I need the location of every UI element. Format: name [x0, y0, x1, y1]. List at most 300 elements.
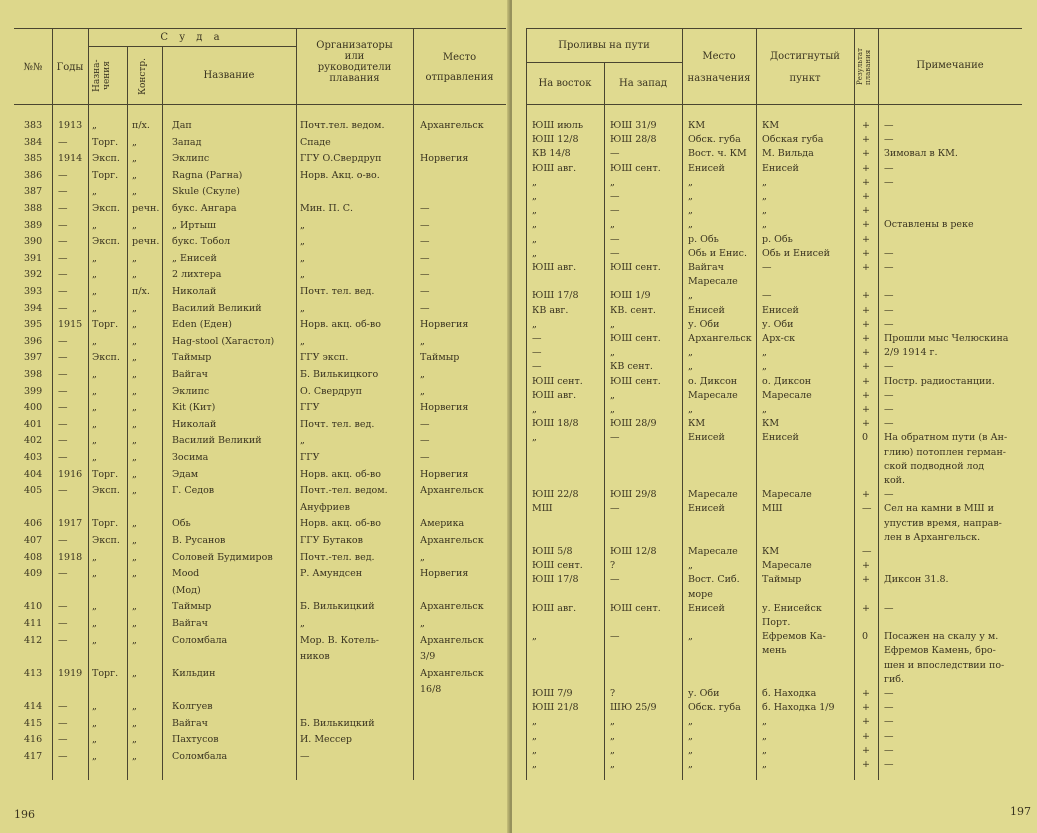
cell-name: Вайгач	[172, 369, 208, 380]
header-departure: Место отправления	[425, 52, 494, 83]
cell-y: —	[58, 618, 68, 629]
cell-y: 1914	[58, 153, 83, 165]
cell-note: Сел на камни в МШ и	[884, 503, 994, 515]
cell-dep: Архангельск	[420, 667, 484, 679]
col-divider	[526, 28, 527, 780]
cell-org: ГГУ Бутаков	[300, 535, 363, 546]
cell-r: р. Обь	[762, 233, 793, 245]
cell-org: ГГУ эксп.	[300, 352, 349, 364]
cell-d: Енисей	[688, 503, 725, 515]
cell-p: Эксп.	[92, 535, 120, 546]
cell-d: Маресале	[688, 389, 738, 401]
cell-e: „	[532, 176, 537, 188]
cell-k: „	[132, 335, 137, 347]
cell-name: 2 лихтера	[172, 269, 222, 281]
cell-d: Вост. ч. КМ	[688, 148, 747, 160]
cell-dep: Норвегия	[420, 153, 469, 165]
cell-d: Маресале	[688, 489, 738, 501]
cell-d: у. Оби	[688, 688, 720, 699]
cell-r: Арх-ск	[762, 333, 796, 344]
cell-name: (Мод)	[172, 584, 201, 596]
cell-e: ЮШ авг.	[532, 262, 577, 273]
cell-r: „	[762, 404, 767, 415]
cell-n: 402	[24, 435, 43, 447]
cell-k: „	[132, 219, 137, 231]
header-passes: Проливы на пути	[558, 40, 650, 51]
cell-s: +	[862, 489, 870, 501]
cell-d: Архангельск	[688, 333, 752, 344]
cell-p: Эксп.	[92, 236, 120, 248]
cell-r: Енисей	[762, 304, 799, 316]
header-reached: Достигнутый пункт	[770, 51, 840, 84]
cell-name: Пахтусов	[172, 734, 219, 746]
cell-r: б. Находка 1/9	[762, 702, 835, 714]
cell-note: —	[884, 262, 894, 273]
cell-name: Kit (Кит)	[172, 402, 216, 414]
cell-e: —	[532, 361, 542, 373]
cell-y: —	[58, 418, 68, 430]
page-number-right: 197	[1010, 805, 1031, 818]
cell-dep: —	[420, 435, 430, 447]
cell-r: Таймыр	[762, 574, 802, 586]
cell-r: „	[762, 716, 767, 728]
cell-r: Енисей	[762, 162, 799, 174]
cell-d: „	[688, 191, 693, 202]
cell-y: —	[58, 535, 68, 546]
cell-note: —	[884, 702, 894, 714]
cell-p: Торг.	[92, 169, 119, 181]
cell-p: „	[92, 302, 97, 314]
cell-r: Порт.	[762, 617, 791, 628]
cell-w: —	[610, 205, 620, 217]
cell-dep: Америка	[420, 518, 465, 530]
cell-e: „	[532, 432, 537, 444]
col-divider	[604, 62, 605, 780]
cell-p: „	[92, 335, 97, 347]
cell-w: ЮШ 29/8	[610, 489, 657, 501]
cell-e: ЮШ 18/8	[532, 418, 579, 430]
header-result: Результат плавания	[856, 48, 872, 86]
cell-name: Кильдин	[172, 667, 216, 679]
cell-note: Диксон 31.8.	[884, 574, 949, 586]
cell-note: —	[884, 290, 894, 302]
cell-p: „	[92, 186, 97, 198]
cell-r: Обская губа	[762, 134, 824, 146]
cell-y: —	[58, 236, 68, 248]
cell-d: Маресале	[688, 546, 738, 557]
cell-s: +	[862, 759, 870, 770]
cell-r: „	[762, 176, 767, 188]
cell-dep: —	[420, 302, 430, 314]
cell-p: Торг.	[92, 136, 119, 148]
cell-k: „	[132, 302, 137, 314]
cell-name: В. Русанов	[172, 535, 226, 546]
header-ships: С у д а	[160, 32, 224, 43]
cell-w: „	[610, 318, 615, 330]
cell-e: „	[532, 233, 537, 245]
cell-s: +	[862, 389, 870, 401]
cell-note: 2/9 1914 г.	[884, 347, 938, 359]
cell-r: КМ	[762, 546, 780, 557]
cell-k: речн.	[132, 203, 160, 214]
cell-s: —	[862, 503, 872, 515]
cell-dep: 16/8	[420, 684, 442, 696]
cell-dep: Норвегия	[420, 319, 469, 331]
cell-n: 405	[24, 485, 43, 497]
cell-e: КВ авг.	[532, 304, 569, 316]
cell-name: Mood	[172, 568, 200, 580]
page-number-left: 196	[14, 808, 35, 821]
cell-k: „	[132, 667, 137, 679]
cell-p: „	[92, 568, 97, 580]
cell-n: 400	[24, 402, 43, 414]
cell-n: 396	[24, 335, 43, 347]
cell-w: ЮШ 1/9	[610, 290, 651, 302]
header-destination: Место назначения	[687, 51, 751, 84]
cell-name: Eden (Еден)	[172, 319, 232, 331]
cell-e: „	[532, 759, 537, 770]
cell-dep: „	[420, 551, 425, 563]
cell-note: Постр. радиостанции.	[884, 375, 995, 387]
cell-r: „	[762, 759, 767, 770]
cell-name: Эдам	[172, 468, 199, 480]
cell-w: —	[610, 191, 620, 202]
cell-e: „	[532, 716, 537, 728]
cell-s: —	[862, 546, 872, 557]
cell-s: +	[862, 148, 870, 160]
cell-dep: —	[420, 203, 430, 214]
cell-n: 413	[24, 667, 43, 679]
cell-r: КМ	[762, 120, 780, 131]
cell-note: глию) потоплен герман-	[884, 446, 1006, 458]
cell-p: „	[92, 252, 97, 264]
cell-d: „	[688, 759, 693, 770]
cell-org: „	[300, 435, 305, 447]
cell-s: +	[862, 290, 870, 302]
cell-s: +	[862, 347, 870, 359]
col-divider	[162, 46, 163, 780]
cell-n: 390	[24, 236, 43, 248]
cell-k: „	[132, 269, 137, 281]
cell-k: „	[132, 418, 137, 430]
cell-y: —	[58, 717, 68, 729]
cell-w: ?	[610, 560, 616, 572]
cell-w: —	[610, 148, 620, 160]
cell-k: „	[132, 402, 137, 414]
cell-s: +	[862, 247, 870, 259]
cell-org: Б. Вилькицкого	[300, 369, 379, 380]
cell-r: „	[762, 744, 767, 756]
cell-k: „	[132, 352, 137, 364]
cell-w: ШЮ 25/9	[610, 702, 657, 714]
cell-n: 395	[24, 319, 43, 331]
cell-name: Г. Седов	[172, 485, 215, 497]
cell-name: Соломбала	[172, 750, 228, 762]
cell-y: —	[58, 452, 68, 463]
cell-dep: Архангельск	[420, 535, 484, 546]
cell-org: ГГУ О.Свердруп	[300, 153, 382, 165]
cell-org: —	[300, 750, 310, 762]
cell-dep: Норвегия	[420, 402, 469, 414]
cell-note: —	[884, 120, 894, 131]
cell-e: „	[532, 404, 537, 415]
col-divider	[682, 28, 683, 780]
cell-p: „	[92, 452, 97, 463]
cell-y: 1917	[58, 518, 83, 530]
col-divider	[296, 28, 297, 780]
cell-d: море	[688, 588, 713, 600]
cell-s: +	[862, 176, 870, 188]
cell-w: ЮШ сент.	[610, 602, 661, 614]
cell-org: Норв. акц. об-во	[300, 518, 381, 530]
cell-r: „	[762, 730, 767, 742]
cell-s: 0	[862, 631, 869, 643]
col-divider	[52, 28, 53, 780]
cell-d: „	[688, 176, 693, 188]
ships-subheader-rule	[88, 46, 296, 47]
cell-dep: —	[420, 219, 430, 231]
cell-k: „	[132, 734, 137, 746]
header-notes: Примечание	[916, 60, 984, 71]
cell-p: „	[92, 634, 97, 646]
cell-e: ЮШ 21/8	[532, 702, 579, 714]
cell-org: Б. Вилькицкий	[300, 717, 375, 729]
cell-note: —	[884, 688, 894, 699]
cell-org: Ануфриев	[300, 501, 350, 513]
cell-w: „	[610, 347, 615, 359]
cell-dep: „	[420, 335, 425, 347]
cell-note: —	[884, 730, 894, 742]
cell-d: „	[688, 730, 693, 742]
cell-w: „	[610, 759, 615, 770]
cell-k: п/х.	[132, 120, 150, 131]
cell-r: Обь и Енисей	[762, 247, 830, 259]
cell-n: 392	[24, 269, 43, 281]
cell-d: Вост. Сиб.	[688, 574, 740, 586]
header-num: №№	[23, 62, 43, 73]
cell-y: —	[58, 634, 68, 646]
cell-n: 404	[24, 468, 43, 480]
cell-d: Вайгач	[688, 262, 724, 273]
cell-s: +	[862, 333, 870, 344]
header-construction: Констр.	[138, 57, 148, 95]
cell-note: Прошли мыс Челюскина	[884, 333, 1009, 344]
cell-s: +	[862, 574, 870, 586]
cell-dep: 3/9	[420, 651, 436, 663]
cell-n: 397	[24, 352, 43, 364]
cell-y: —	[58, 369, 68, 380]
cell-p: „	[92, 701, 97, 712]
cell-dep: —	[420, 269, 430, 281]
cell-d: Енисей	[688, 304, 725, 316]
cell-w: —	[610, 574, 620, 586]
cell-e: „	[532, 318, 537, 330]
cell-e: „	[532, 191, 537, 202]
cell-s: +	[862, 688, 870, 699]
cell-k: „	[132, 186, 137, 198]
cell-org: И. Мессер	[300, 734, 353, 746]
cell-w: ЮШ сент.	[610, 375, 661, 387]
cell-d: Енисей	[688, 432, 725, 444]
cell-note: —	[884, 247, 894, 259]
cell-org: „	[300, 335, 305, 347]
cell-note: кой.	[884, 475, 906, 486]
cell-n: 412	[24, 634, 43, 646]
cell-e: —	[532, 347, 542, 359]
cell-y: 1918	[58, 551, 83, 563]
cell-dep: Норвегия	[420, 468, 469, 480]
cell-k: „	[132, 435, 137, 447]
cell-e: „	[532, 247, 537, 259]
cell-d: КМ	[688, 418, 706, 430]
cell-r: Енисей	[762, 432, 799, 444]
cell-org: Почт. тел. вед.	[300, 418, 375, 430]
cell-d: „	[688, 290, 693, 302]
cell-e: ЮШ 5/8	[532, 546, 573, 557]
cell-n: 416	[24, 734, 43, 746]
cell-r: Маресале	[762, 489, 812, 501]
cell-d: о. Диксон	[688, 375, 738, 387]
cell-s: +	[862, 162, 870, 174]
cell-d: у. Оби	[688, 318, 720, 330]
cell-w: ЮШ 28/8	[610, 134, 657, 146]
cell-note: Зимовал в КМ.	[884, 148, 958, 160]
cell-k: „	[132, 717, 137, 729]
cell-w: —	[610, 247, 620, 259]
cell-n: 401	[24, 418, 43, 430]
cell-name: Таймыр	[172, 601, 212, 613]
cell-r: б. Находка	[762, 688, 817, 699]
cell-k: „	[132, 518, 137, 530]
cell-note: Посажен на скалу у м.	[884, 631, 999, 643]
cell-n: 384	[24, 136, 43, 148]
header-year: Годы	[56, 62, 84, 73]
cell-p: „	[92, 120, 97, 131]
cell-org: О. Свердруп	[300, 385, 363, 397]
cell-note: ской подводной лод	[884, 460, 985, 472]
cell-y: —	[58, 203, 68, 214]
header-name: Название	[203, 70, 255, 81]
cell-k: „	[132, 701, 137, 712]
cell-e: ЮШ авг.	[532, 602, 577, 614]
cell-org: „	[300, 236, 305, 248]
cell-s: +	[862, 304, 870, 316]
header-bottom-rule	[526, 104, 1022, 105]
cell-n: 391	[24, 252, 43, 264]
cell-e: КВ 14/8	[532, 148, 571, 160]
cell-w: ЮШ 28/9	[610, 418, 657, 430]
cell-n: 393	[24, 286, 43, 297]
cell-note: —	[884, 318, 894, 330]
cell-e: ЮШ авг.	[532, 389, 577, 401]
cell-k: „	[132, 252, 137, 264]
cell-n: 389	[24, 219, 43, 231]
cell-k: „	[132, 468, 137, 480]
cell-k: „	[132, 153, 137, 165]
cell-r: „	[762, 347, 767, 359]
cell-p: Эксп.	[92, 153, 120, 165]
cell-k: п/х.	[132, 286, 150, 297]
cell-y: —	[58, 385, 68, 397]
cell-org: Спаде	[300, 136, 331, 148]
cell-s: +	[862, 361, 870, 373]
cell-e: ЮШ 22/8	[532, 489, 579, 501]
cell-k: „	[132, 601, 137, 613]
cell-org: Норв. акц. об-во	[300, 468, 381, 480]
cell-name: Николай	[172, 286, 217, 297]
cell-p: Торг.	[92, 468, 119, 480]
cell-p: „	[92, 717, 97, 729]
cell-k: „	[132, 485, 137, 497]
cell-note: —	[884, 162, 894, 174]
cell-k: „	[132, 568, 137, 580]
cell-r: Маресале	[762, 560, 812, 572]
cell-y: 1916	[58, 468, 83, 480]
cell-k: „	[132, 750, 137, 762]
cell-note: —	[884, 418, 894, 430]
cell-name: Эклипс	[172, 153, 210, 165]
cell-org: Б. Вилькицкий	[300, 601, 375, 613]
cell-r: мень	[762, 645, 787, 657]
cell-w: „	[610, 219, 615, 231]
cell-s: +	[862, 318, 870, 330]
cell-w: —	[610, 233, 620, 245]
cell-e: ЮШ 12/8	[532, 134, 579, 146]
cell-w: —	[610, 432, 620, 444]
cell-w: ЮШ 12/8	[610, 546, 657, 557]
cell-k: „	[132, 319, 137, 331]
cell-note: —	[884, 404, 894, 415]
cell-e: —	[532, 333, 542, 344]
cell-org: „	[300, 618, 305, 629]
col-divider	[756, 28, 757, 780]
cell-org: Почт.-тел. ведом.	[300, 485, 388, 497]
cell-p: Торг.	[92, 319, 119, 331]
cell-d: „	[688, 560, 693, 572]
cell-e: „	[532, 744, 537, 756]
cell-name: Hag-stool (Хагастол)	[172, 335, 275, 347]
cell-y: —	[58, 219, 68, 231]
cell-note: Ефремов Камень, бро-	[884, 645, 996, 657]
cell-name: Эклипс	[172, 385, 210, 397]
cell-note: —	[884, 389, 894, 401]
cell-name: Колгуев	[172, 701, 213, 712]
cell-p: „	[92, 385, 97, 397]
cell-org: Норв. Акц. о-во.	[300, 169, 380, 181]
cell-d: „	[688, 219, 693, 231]
cell-n: 406	[24, 518, 43, 530]
cell-p: Эксп.	[92, 485, 120, 497]
cell-e: ЮШ сент.	[532, 375, 583, 387]
cell-y: —	[58, 485, 68, 497]
cell-e: ЮШ сент.	[532, 560, 583, 572]
cell-name: „ Иртыш	[172, 219, 216, 231]
cell-note: —	[884, 602, 894, 614]
cell-note: —	[884, 744, 894, 756]
cell-p: „	[92, 418, 97, 430]
cell-n: 399	[24, 385, 43, 397]
cell-r: у. Оби	[762, 318, 794, 330]
cell-s: 0	[862, 432, 869, 444]
cell-w: ?	[610, 688, 616, 699]
cell-d: „	[688, 347, 693, 359]
cell-note: —	[884, 134, 894, 146]
cell-org: „	[300, 219, 305, 231]
cell-s: +	[862, 134, 870, 146]
cell-y: —	[58, 750, 68, 762]
cell-org: „	[300, 302, 305, 314]
cell-name: Таймыр	[172, 352, 212, 364]
